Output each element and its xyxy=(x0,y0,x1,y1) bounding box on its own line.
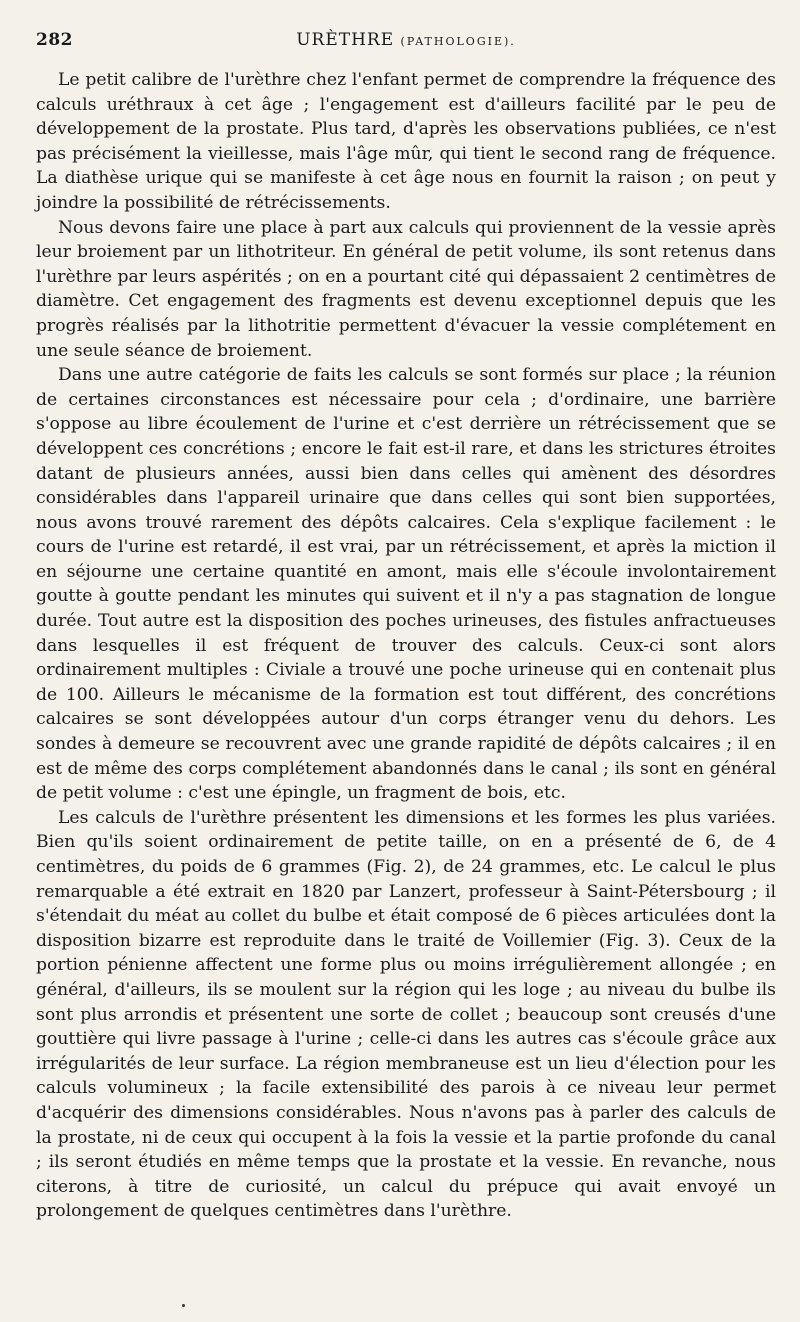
paragraph-3: Dans une autre catégorie de faits les calculs se sont formés sur place ; la réunion de certaines circonstances est nécessaire pour cela ; d'ordinaire, une barrière s'oppose au libre écoulement de l'urine et c'est derrière un rétrécissement que se développent ces concrétions ; encore le fait est-il rare, et dans les strictures étroites datant de plusieurs années, aussi bien dans celles qui amènent des désordres considérables dans l'appareil urinaire que dans celles qui sont bien supportées, nous avons trouvé rarement des dépôts calcaires. Cela s'explique facilement : le cours de l'urine est retardé, il est vrai, par un rétrécissement, et après la miction il en séjourne une certaine quantité en amont, mais elle s'écoule involontairement goutte à goutte pendant les minutes qui suivent et il n'y a pas stagnation de longue durée. Tout autre est la disposition des poches urineuses, des fistules anfractueuses dans lesquelles il est fréquent de trouver des calculs. Ceux-ci sont alors ordinairement multiples : Civiale a trouvé une poche urineuse qui en contenait plus de 100. Ailleurs le mécanisme de la formation est tout différent, des concrétions calcaires se sont développées autour d'un corps étranger venu du dehors. Les sondes à demeure se recouvrent avec une grande rapidité de dépôts calcaires ; il en est de même des corps complétement abandonnés dans le canal ; ils sont en général de petit volume : c'est une épingle, un fragment de bois, etc. xyxy=(36,365,776,804)
running-title-sub: (PATHOLOGIE). xyxy=(400,35,516,48)
page-number: 282 xyxy=(36,30,73,50)
running-title-main: URÈTHRE xyxy=(296,30,395,50)
paragraph-4: Les calculs de l'urèthre présentent les dimensions et les formes les plus variées. Bien qu'ils soient ordinairement de petite taille, on en a présenté de 6, de 4 centimètres, du poids de 6 grammes (Fig. 2), de 24 grammes, etc. Le calcul le plus remarquable a été extrait en 1820 par Lanzert, professeur à Saint-Pétersbourg ; il s'étendait du méat au collet du bulbe et était composé de 6 pièces articulées dont la disposition bizarre est reproduite dans le traité de Voillemier (Fig. 3). Ceux de la portion pénienne affectent une forme plus ou moins irrégulièrement allongée ; en général, d'ailleurs, ils se moulent sur la région qui les loge ; au niveau du bulbe ils sont plus arrondis et présentent une sorte de collet ; beaucoup sont creusés d'une gouttière qui livre passage à l'urine ; celle-ci dans les autres cas s'écoule grâce aux irrégularités de leur surface. La région membraneuse est un lieu d'élection pour les calculs volumineux ; la facile extensibilité des parois à ce niveau leur permet d'acquérir des dimensions considérables. Nous n'avons pas à parler des calculs de la prostate, ni de ceux qui occupent à la fois la vessie et la partie profonde du canal ; ils seront étudiés en même temps que la prostate et la vessie. En revanche, nous citerons, à titre de curiosité, un calcul du prépuce qui avait envoyé un prolongement de quelques centimètres dans l'urèthre. xyxy=(36,807,776,1222)
body-text xyxy=(36,68,776,1224)
running-title xyxy=(36,30,776,50)
paragraph-2: Nous devons faire une place à part aux calculs qui proviennent de la vessie après leur broiement par un lithotriteur. En général de petit volume, ils sont retenus dans l'urèthre par leurs aspérités ; on en a pourtant cité qui dépassaient 2 centimètres de diamètre. Cet engagement des fragments est devenu exceptionnel depuis que les progrès réalisés par la lithotritie permettent d'évacuer la vessie complétement en une seule séance de broiement. xyxy=(36,217,776,361)
paragraph-1: Le petit calibre de l'urèthre chez l'enfant permet de comprendre la fréquence des calculs uréthraux à cet âge ; l'engagement est d'ailleurs facilité par le peu de développement de la prostate. Plus tard, d'après les observations publiées, ce n'est pas précisément la vieillesse, mais l'âge mûr, qui tient le second rang de fréquence. La diathèse urique qui se manifeste à cet âge nous en fournit la raison ; on peut y joindre la possibilité de rétrécissements. xyxy=(36,70,776,213)
page-header xyxy=(36,30,776,58)
printer-mark xyxy=(182,1304,185,1307)
